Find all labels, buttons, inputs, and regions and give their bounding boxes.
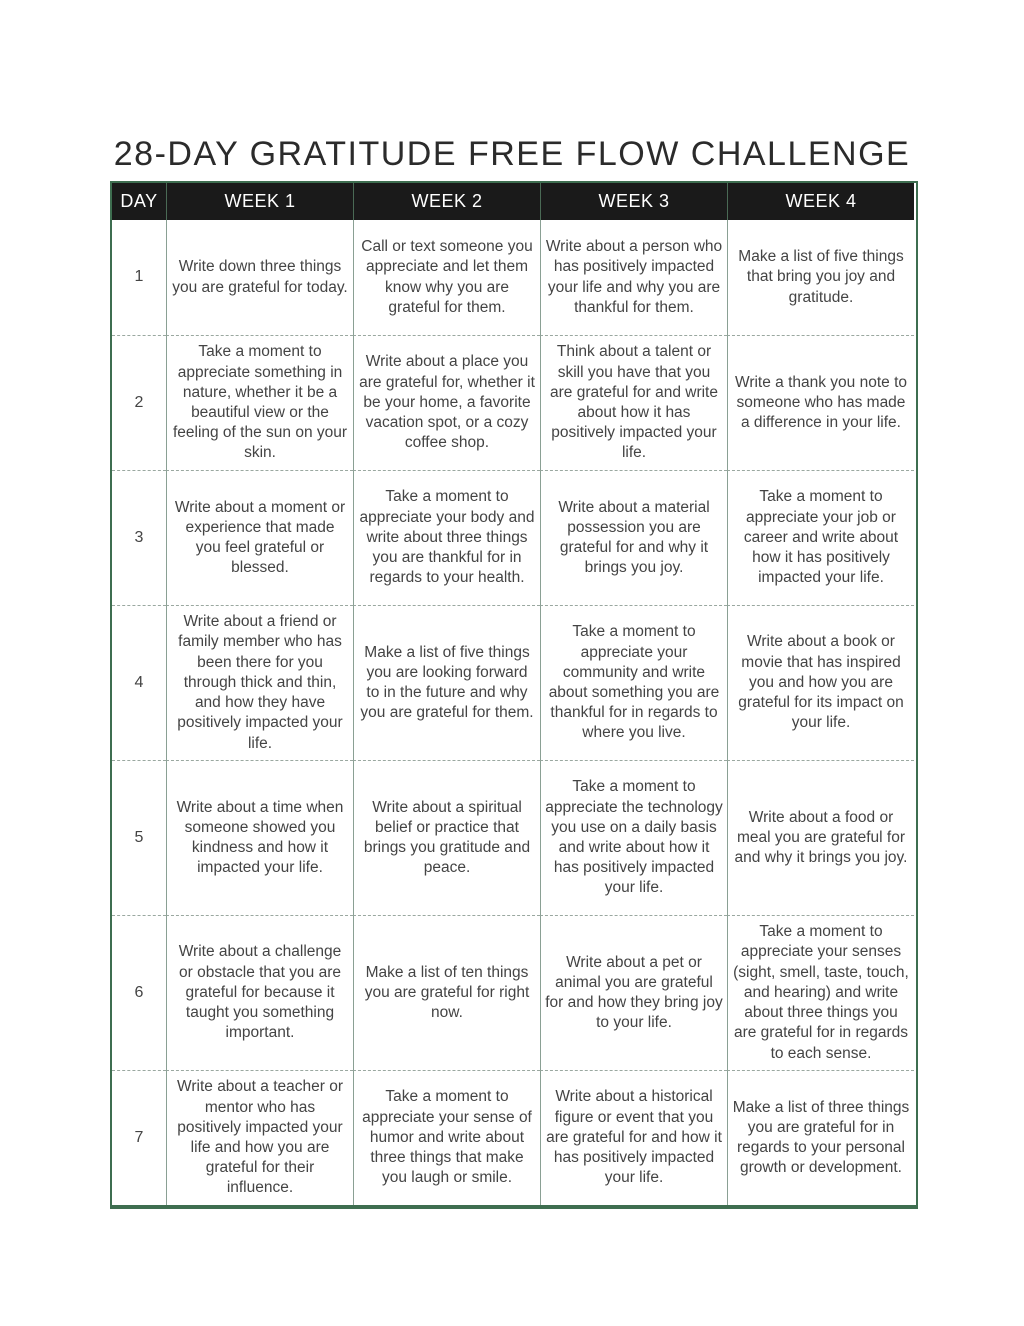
prompt-cell: Write about a teacher or mentor who has positively impacted your life and how you are grateful for their influence. — [166, 1070, 353, 1205]
prompt-cell: Write about a spiritual belief or practice that brings you gratitude and peace. — [353, 760, 540, 915]
day-number: 4 — [112, 605, 166, 760]
prompt-cell: Take a moment to appreciate your sense of humor and write about three things that make you laugh or smile. — [353, 1070, 540, 1205]
prompt-cell: Write about a friend or family member who has been there for you through thick and thin, and how they have positively impacted your life. — [166, 605, 353, 760]
header-week-2: WEEK 2 — [353, 183, 540, 220]
prompt-cell: Take a moment to appreciate your body and write about three things you are thankful for in regards to your health. — [353, 470, 540, 605]
prompt-cell: Write a thank you note to someone who has made a difference in your life. — [727, 335, 914, 470]
day-number: 2 — [112, 335, 166, 470]
prompt-cell: Make a list of three things you are grateful for in regards to your personal growth or development. — [727, 1070, 914, 1205]
prompt-cell: Make a list of five things you are looking forward to in the future and why you are grateful for them. — [353, 605, 540, 760]
day-number: 3 — [112, 470, 166, 605]
prompt-cell: Take a moment to appreciate your community and write about something you are thankful for in regards to where you live. — [540, 605, 727, 760]
header-day: DAY — [112, 183, 166, 220]
prompt-cell: Take a moment to appreciate the technology you use on a daily basis and write about how it has positively impacted your life. — [540, 760, 727, 915]
day-number: 6 — [112, 915, 166, 1070]
prompt-cell: Write about a challenge or obstacle that you are grateful for because it taught you something important. — [166, 915, 353, 1070]
prompt-cell: Make a list of five things that bring you joy and gratitude. — [727, 220, 914, 335]
prompt-cell: Take a moment to appreciate something in nature, whether it be a beautiful view or the feeling of the sun on your skin. — [166, 335, 353, 470]
prompt-cell: Write about a person who has positively impacted your life and why you are thankful for them. — [540, 220, 727, 335]
prompt-cell: Write about a food or meal you are grateful for and why it brings you joy. — [727, 760, 914, 915]
header-week-3: WEEK 3 — [540, 183, 727, 220]
prompt-cell: Write about a pet or animal you are grateful for and how they bring joy to your life. — [540, 915, 727, 1070]
prompt-cell: Write about a place you are grateful for, whether it be your home, a favorite vacation spot, or a cozy coffee shop. — [353, 335, 540, 470]
prompt-cell: Write about a historical figure or event that you are grateful for and how it has positively impacted your life. — [540, 1070, 727, 1205]
prompt-cell: Think about a talent or skill you have that you are grateful for and write about how it has positively impacted your life. — [540, 335, 727, 470]
header-week-4: WEEK 4 — [727, 183, 914, 220]
prompt-cell: Write down three things you are grateful for today. — [166, 220, 353, 335]
page-title: 28-DAY GRATITUDE FREE FLOW CHALLENGE — [113, 134, 911, 173]
prompt-cell: Make a list of ten things you are grateful for right now. — [353, 915, 540, 1070]
header-week-1: WEEK 1 — [166, 183, 353, 220]
challenge-table — [110, 181, 918, 1209]
prompt-cell: Call or text someone you appreciate and let them know why you are grateful for them. — [353, 220, 540, 335]
prompt-cell: Write about a time when someone showed you kindness and how it impacted your life. — [166, 760, 353, 915]
prompt-cell: Write about a moment or experience that made you feel grateful or blessed. — [166, 470, 353, 605]
prompt-cell: Write about a material possession you are grateful for and why it brings you joy. — [540, 470, 727, 605]
day-number: 7 — [112, 1070, 166, 1205]
day-number: 5 — [112, 760, 166, 915]
day-number: 1 — [134, 268, 144, 286]
prompt-cell: Take a moment to appreciate your senses (sight, smell, taste, touch, and hearing) and write about three things you are grateful for in regards to each sense. — [727, 915, 914, 1070]
prompt-cell: Write about a book or movie that has inspired you and how you are grateful for its impact on your life. — [727, 605, 914, 760]
prompt-cell: Take a moment to appreciate your job or career and write about how it has positively impacted your life. — [727, 470, 914, 605]
